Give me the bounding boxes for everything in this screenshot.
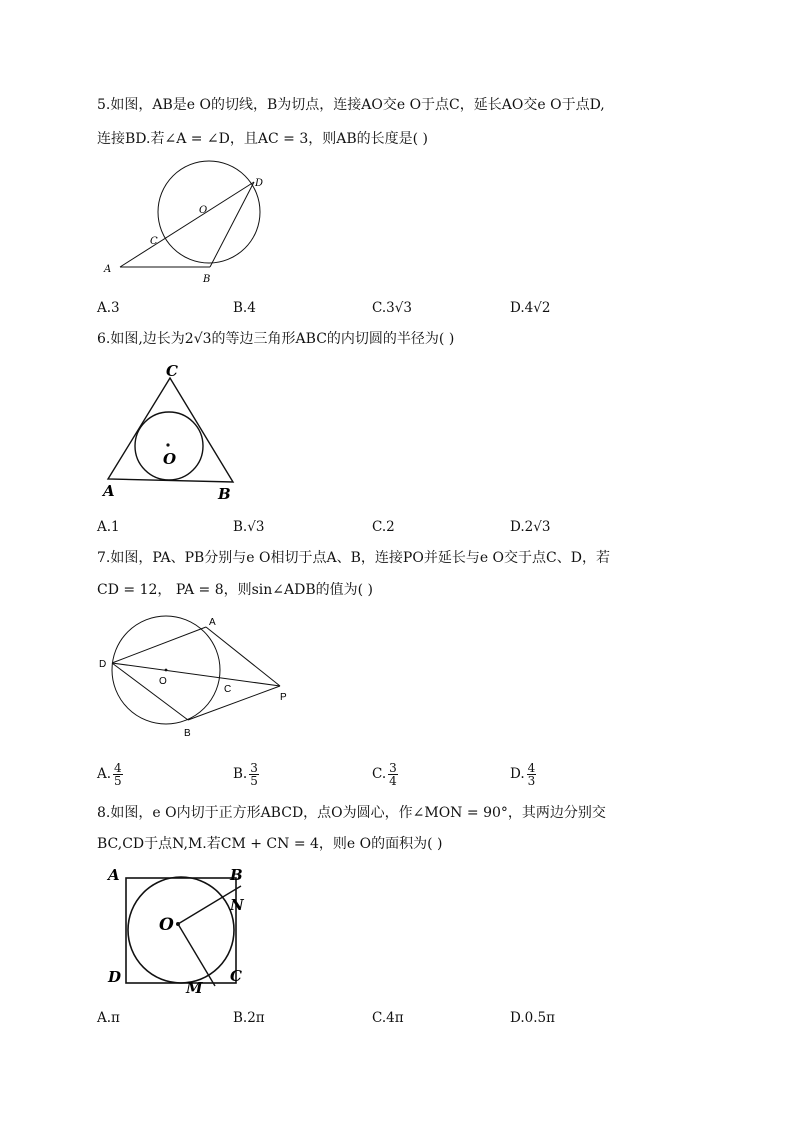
q8-label-a: A <box>108 866 120 884</box>
q7-option-c: C. $\frac{3}{4}$ <box>372 761 397 788</box>
q5-line2: 连接BD.若∠A = ∠D，且AC = 3，则AB的长度是( ) <box>97 131 429 147</box>
q5-label-a: A <box>104 264 112 275</box>
q7-label-c: C <box>224 684 232 695</box>
q7-option-a: A. $\frac{4}{5}$ <box>97 761 122 788</box>
q7-option-d: D. $\frac{4}{3}$ <box>510 761 536 788</box>
q7-label-b: B <box>184 728 191 739</box>
q7-center-dot <box>165 669 168 672</box>
q5-line-ad <box>120 182 254 267</box>
q7-label-a: A <box>209 617 216 628</box>
q5-figure <box>100 162 270 288</box>
q6-option-a: A.1 <box>97 519 120 535</box>
q8-ray-om <box>178 924 215 986</box>
q8-label-b: B <box>230 866 243 884</box>
q8-label-o: O <box>159 915 174 935</box>
q7-line-da <box>112 627 206 663</box>
q5-option-a: A.3 <box>97 300 120 316</box>
q7-line-pb <box>188 686 280 720</box>
q7-label-d: D <box>99 659 107 670</box>
q5-line1: 5.如图，AB是e O的切线，B为切点，连接AO交e O于点C，延长AO交e O于点D, <box>97 97 605 113</box>
q8-option-a: A.π <box>97 1010 120 1026</box>
q5-label-c: C <box>150 236 158 247</box>
q6-line1: 6.如图,边长为2√3的等边三角形ABC的内切圆的半径为( ) <box>97 331 455 347</box>
q5-line-bd <box>210 182 254 267</box>
q8-figure <box>100 860 260 1000</box>
q7-figure <box>96 612 296 742</box>
q8-center-dot <box>176 922 180 926</box>
q8-option-b: B.2π <box>233 1010 265 1026</box>
q8-line1: 8.如图，e O内切于正方形ABCD，点O为圆心，作∠MON = 90°，其两边分别交 <box>97 805 606 821</box>
q5-option-c: C.3√3 <box>372 300 412 316</box>
q6-option-c: C.2 <box>372 519 395 535</box>
q6-figure <box>100 358 240 508</box>
q5-option-b: B.4 <box>233 300 256 316</box>
q5-label-d: D <box>255 178 264 189</box>
q8-option-c: C.4π <box>372 1010 404 1026</box>
q8-label-m: M <box>186 979 203 997</box>
q6-label-b: B <box>218 485 231 503</box>
q5-option-d: D.4√2 <box>510 300 551 316</box>
q7-line2: CD = 12， PA = 8，则sin∠ADB的值为( ) <box>97 582 374 598</box>
q8-label-n: N <box>230 896 244 914</box>
q6-option-d: D.2√3 <box>510 519 551 535</box>
q6-label-a: A <box>103 482 115 500</box>
q5-circle <box>158 161 260 263</box>
q7-label-o: O <box>159 676 167 687</box>
q5-label-o: O <box>199 205 208 216</box>
q7-label-p: P <box>280 692 287 703</box>
q6-label-c: C <box>166 362 178 380</box>
q7-line1: 7.如图，PA、PB分别与e O相切于点A、B，连接PO并延长与e O交于点C、D，若 <box>97 550 610 566</box>
q8-label-d: D <box>108 968 122 986</box>
q6-option-b: B.√3 <box>233 519 265 535</box>
q8-option-d: D.0.5π <box>510 1010 555 1026</box>
q8-line2: BC,CD于点N,M.若CM + CN = 4，则e O的面积为( ) <box>97 836 443 852</box>
q8-label-c: C <box>230 967 242 985</box>
q5-label-b: B <box>203 274 211 285</box>
q6-label-o: O <box>163 450 177 468</box>
q7-option-b: B. $\frac{3}{5}$ <box>233 761 258 788</box>
q6-center-dot <box>166 443 169 446</box>
